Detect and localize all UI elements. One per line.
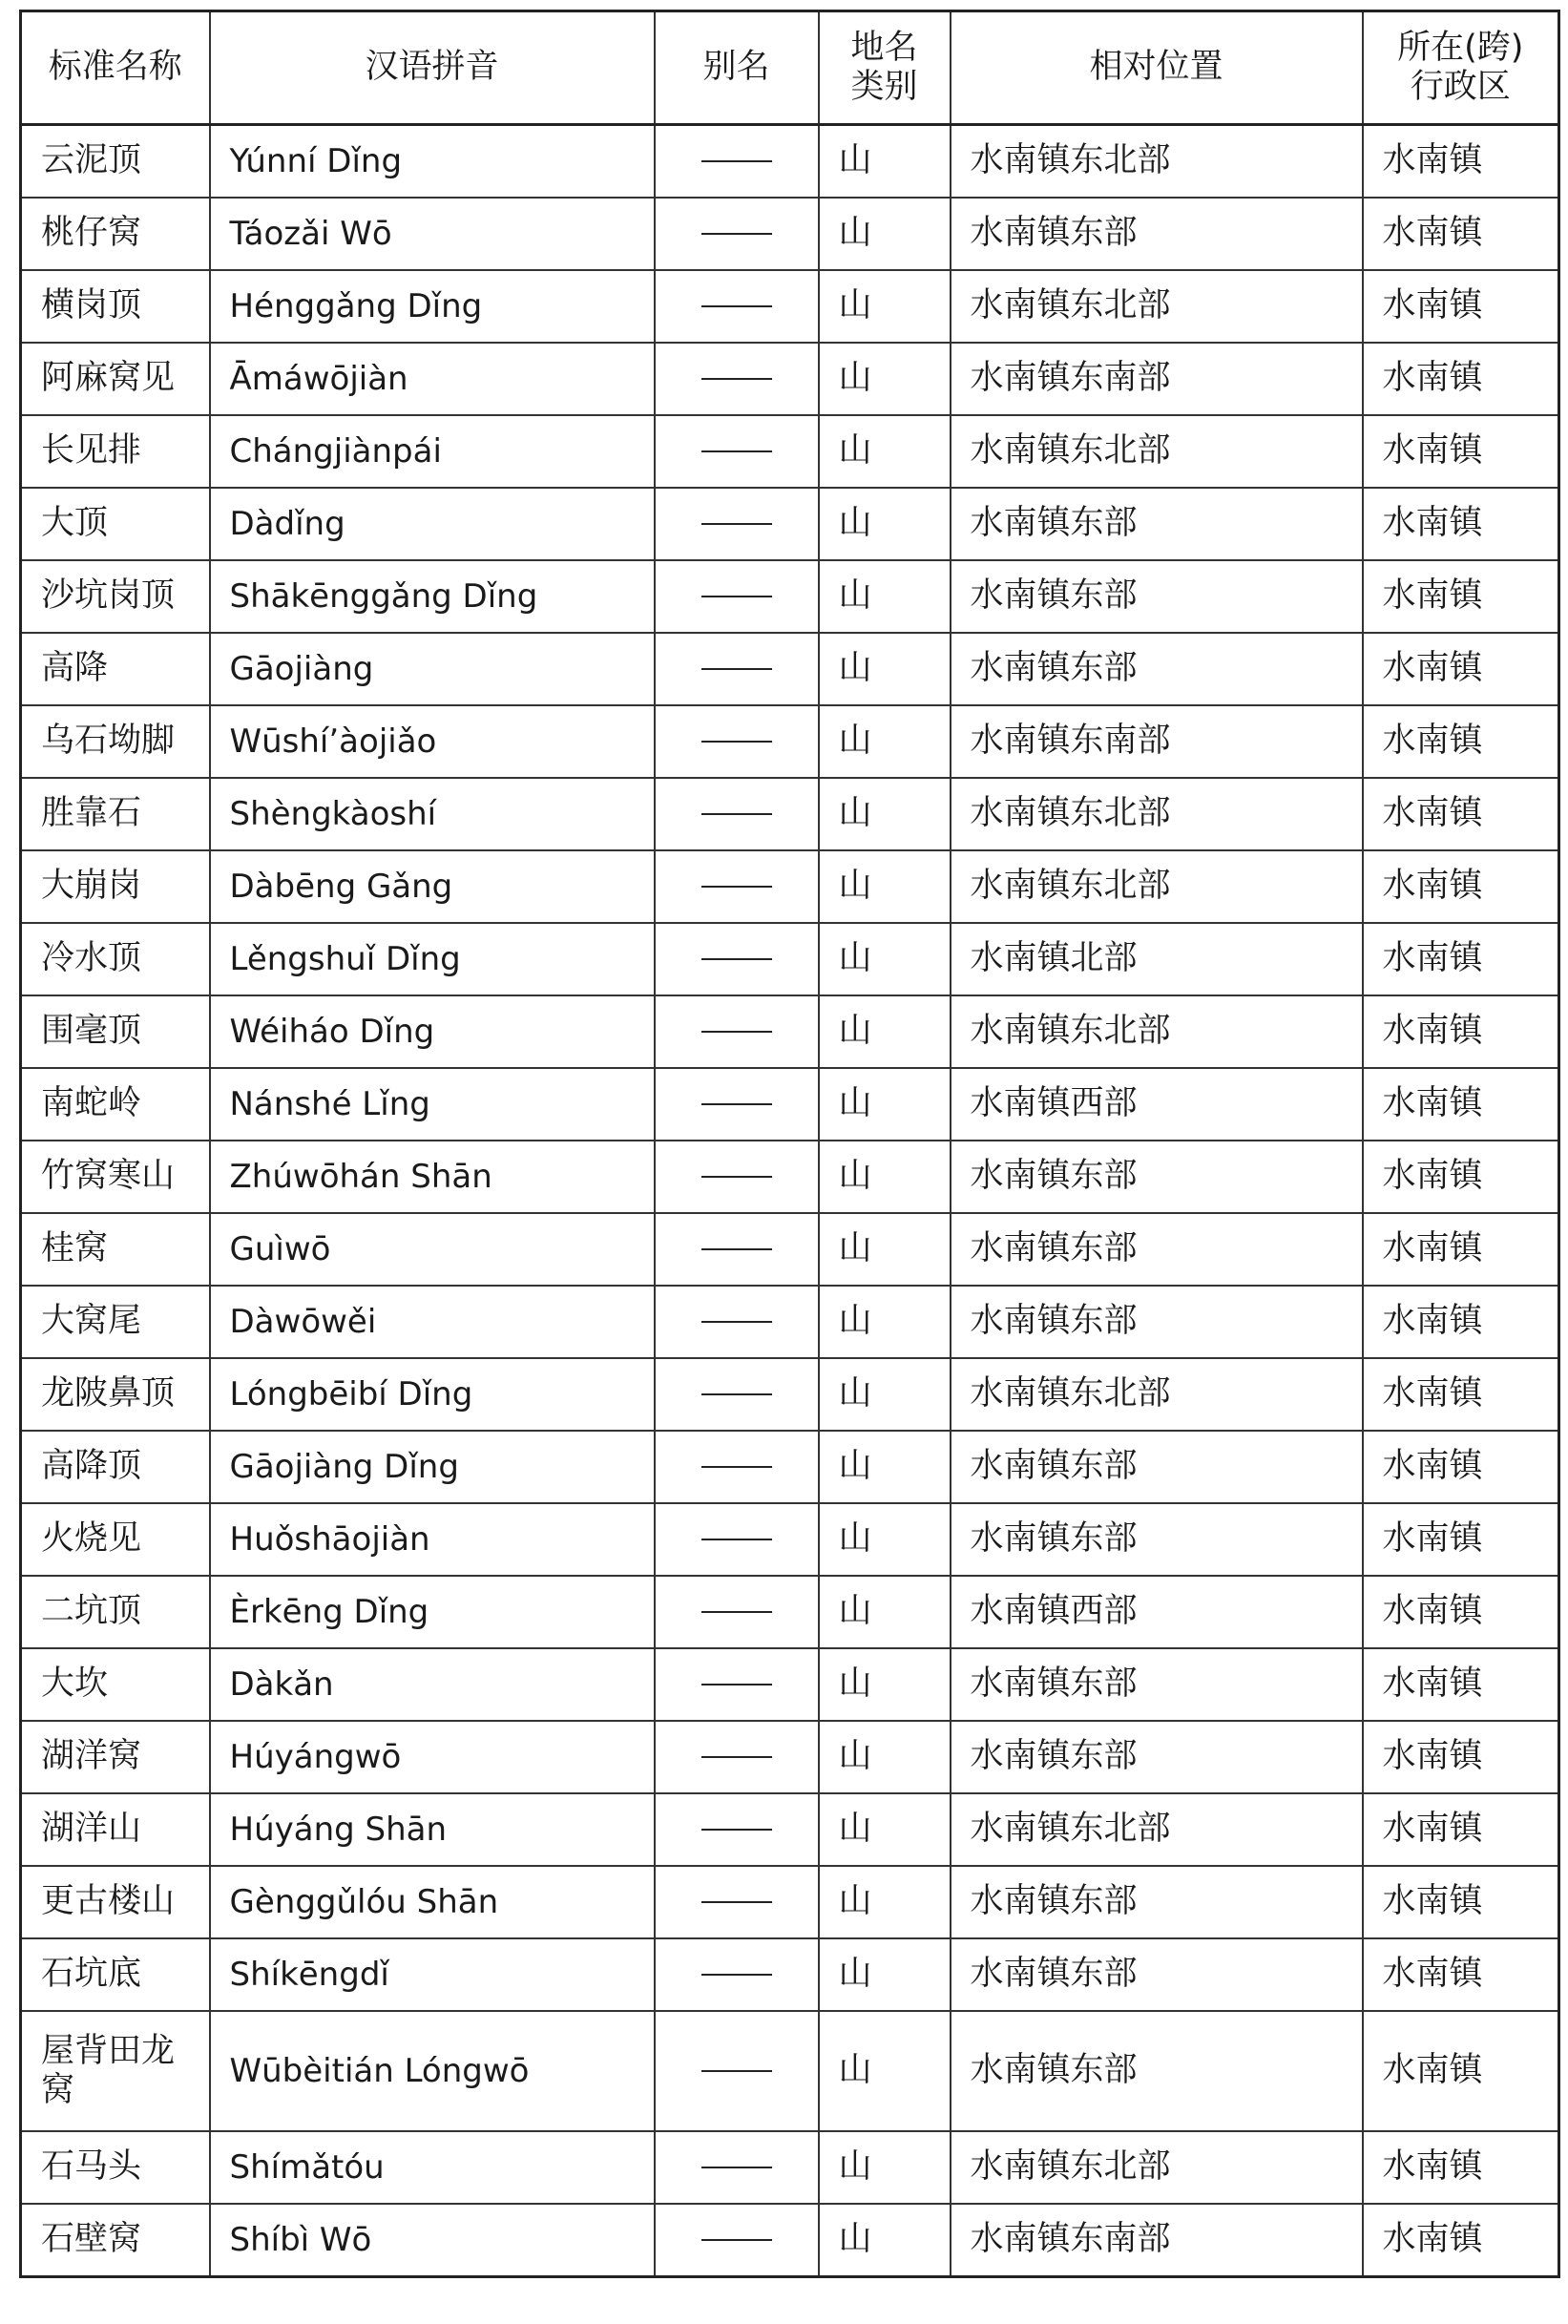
pinyin-cell: Dàwōwěi — [210, 1286, 655, 1358]
name-cell: 冷水顶 — [21, 923, 210, 995]
name-cell: 胜靠石 — [21, 778, 210, 850]
alias-cell — [655, 560, 819, 633]
name-cell: 石马头 — [21, 2131, 210, 2204]
empty-alias-dash — [701, 2070, 772, 2072]
admin-cell: 水南镇 — [1363, 995, 1559, 1068]
pinyin-cell: Shímǎtóu — [210, 2131, 655, 2204]
empty-alias-dash — [701, 886, 772, 888]
pinyin-cell: Gènggǔlóu Shān — [210, 1866, 655, 1938]
table-row — [21, 1431, 1559, 1503]
pinyin-cell: Gāojiàng Dǐng — [210, 1431, 655, 1503]
pinyin-cell: Dàkǎn — [210, 1648, 655, 1721]
admin-cell: 水南镇 — [1363, 2204, 1559, 2277]
alias-cell — [655, 270, 819, 343]
empty-alias-dash — [701, 378, 772, 380]
alias-cell — [655, 1938, 819, 2011]
header-alias: 别名 — [655, 11, 819, 125]
admin-cell: 水南镇 — [1363, 270, 1559, 343]
empty-alias-dash — [701, 1466, 772, 1468]
header-name: 标准名称 — [21, 11, 210, 125]
location-cell: 水南镇东部 — [951, 1938, 1363, 2011]
name-cell: 高降 — [21, 633, 210, 705]
pinyin-cell: Táozǎi Wō — [210, 198, 655, 270]
pinyin-cell: Lóngbēibí Dǐng — [210, 1358, 655, 1431]
name-cell: 火烧见 — [21, 1503, 210, 1576]
table-row — [21, 705, 1559, 778]
pinyin-cell: Āmáwōjiàn — [210, 343, 655, 415]
admin-cell: 水南镇 — [1363, 778, 1559, 850]
location-cell: 水南镇东北部 — [951, 850, 1363, 923]
name-cell: 竹窝寒山 — [21, 1141, 210, 1213]
alias-cell — [655, 1286, 819, 1358]
empty-alias-dash — [701, 1684, 772, 1685]
table-row — [21, 198, 1559, 270]
location-cell: 水南镇东部 — [951, 1866, 1363, 1938]
admin-cell: 水南镇 — [1363, 705, 1559, 778]
name-cell: 更古楼山 — [21, 1866, 210, 1938]
pinyin-cell: Lěngshuǐ Dǐng — [210, 923, 655, 995]
place-names-table — [19, 10, 1560, 2278]
pinyin-cell: Dàbēng Gǎng — [210, 850, 655, 923]
empty-alias-dash — [701, 233, 772, 235]
alias-cell — [655, 1068, 819, 1141]
name-cell: 二坑顶 — [21, 1576, 210, 1648]
category-cell: 山 — [819, 1358, 951, 1431]
category-cell: 山 — [819, 198, 951, 270]
alias-cell — [655, 488, 819, 560]
category-cell: 山 — [819, 1213, 951, 1286]
location-cell: 水南镇东部 — [951, 198, 1363, 270]
table-row — [21, 1286, 1559, 1358]
category-cell: 山 — [819, 1431, 951, 1503]
empty-alias-dash — [701, 523, 772, 525]
alias-cell — [655, 1141, 819, 1213]
alias-cell — [655, 850, 819, 923]
name-cell: 石壁窝 — [21, 2204, 210, 2277]
category-cell: 山 — [819, 1141, 951, 1213]
empty-alias-dash — [701, 1321, 772, 1323]
category-cell: 山 — [819, 850, 951, 923]
empty-alias-dash — [701, 596, 772, 597]
empty-alias-dash — [701, 958, 772, 960]
location-cell: 水南镇东北部 — [951, 415, 1363, 488]
location-cell: 水南镇东北部 — [951, 2131, 1363, 2204]
category-cell: 山 — [819, 1793, 951, 1866]
pinyin-cell: Chángjiànpái — [210, 415, 655, 488]
table-row — [21, 1938, 1559, 2011]
name-cell: 石坑底 — [21, 1938, 210, 2011]
empty-alias-dash — [701, 450, 772, 452]
pinyin-cell: Shākēnggǎng Dǐng — [210, 560, 655, 633]
header-admin-line1: 所在(跨) — [1397, 28, 1524, 67]
alias-cell — [655, 2131, 819, 2204]
alias-cell — [655, 1431, 819, 1503]
table-row — [21, 1068, 1559, 1141]
place-names-table-container — [19, 10, 1558, 2278]
empty-alias-dash — [701, 160, 772, 162]
table-row — [21, 2131, 1559, 2204]
header-row — [21, 11, 1559, 125]
location-cell: 水南镇东部 — [951, 1141, 1363, 1213]
name-cell: 云泥顶 — [21, 125, 210, 199]
pinyin-cell: Guìwō — [210, 1213, 655, 1286]
location-cell: 水南镇东部 — [951, 1213, 1363, 1286]
category-cell: 山 — [819, 415, 951, 488]
category-cell: 山 — [819, 1721, 951, 1793]
location-cell: 水南镇东北部 — [951, 1358, 1363, 1431]
admin-cell: 水南镇 — [1363, 850, 1559, 923]
table-row — [21, 560, 1559, 633]
pinyin-cell: Shíbì Wō — [210, 2204, 655, 2277]
location-cell: 水南镇东部 — [951, 1721, 1363, 1793]
name-cell: 横岗顶 — [21, 270, 210, 343]
alias-cell — [655, 1793, 819, 1866]
admin-cell: 水南镇 — [1363, 1068, 1559, 1141]
empty-alias-dash — [701, 1611, 772, 1613]
admin-cell: 水南镇 — [1363, 2131, 1559, 2204]
alias-cell — [655, 1648, 819, 1721]
header-pinyin: 汉语拼音 — [210, 11, 655, 125]
location-cell: 水南镇东北部 — [951, 270, 1363, 343]
name-cell: 围毫顶 — [21, 995, 210, 1068]
alias-cell — [655, 1721, 819, 1793]
name-cell: 大顶 — [21, 488, 210, 560]
pinyin-cell: Nánshé Lǐng — [210, 1068, 655, 1141]
alias-cell — [655, 2204, 819, 2277]
category-cell: 山 — [819, 633, 951, 705]
pinyin-cell: Huǒshāojiàn — [210, 1503, 655, 1576]
alias-cell — [655, 1213, 819, 1286]
empty-alias-dash — [701, 1829, 772, 1831]
category-cell: 山 — [819, 1068, 951, 1141]
empty-alias-dash — [701, 2167, 772, 2168]
table-row — [21, 415, 1559, 488]
header-category-line1: 地名 — [850, 28, 918, 67]
name-cell: 大坎 — [21, 1648, 210, 1721]
location-cell: 水南镇东北部 — [951, 125, 1363, 199]
category-cell: 山 — [819, 560, 951, 633]
location-cell: 水南镇西部 — [951, 1576, 1363, 1648]
alias-cell — [655, 923, 819, 995]
name-cell: 高降顶 — [21, 1431, 210, 1503]
location-cell: 水南镇东部 — [951, 1648, 1363, 1721]
table-row — [21, 125, 1559, 199]
location-cell: 水南镇东北部 — [951, 1793, 1363, 1866]
category-cell: 山 — [819, 1576, 951, 1648]
alias-cell — [655, 1866, 819, 1938]
category-cell: 山 — [819, 125, 951, 199]
table-row — [21, 850, 1559, 923]
admin-cell: 水南镇 — [1363, 1576, 1559, 1648]
alias-cell — [655, 1503, 819, 1576]
table-row — [21, 488, 1559, 560]
pinyin-cell: Èrkēng Dǐng — [210, 1576, 655, 1648]
admin-cell: 水南镇 — [1363, 2011, 1559, 2131]
alias-cell — [655, 198, 819, 270]
category-cell: 山 — [819, 778, 951, 850]
location-cell: 水南镇东北部 — [951, 778, 1363, 850]
empty-alias-dash — [701, 1756, 772, 1758]
name-cell: 沙坑岗顶 — [21, 560, 210, 633]
table-row — [21, 343, 1559, 415]
table-row — [21, 778, 1559, 850]
name-cell: 阿麻窝见 — [21, 343, 210, 415]
name-cell: 湖洋窝 — [21, 1721, 210, 1793]
category-cell: 山 — [819, 923, 951, 995]
admin-cell: 水南镇 — [1363, 1648, 1559, 1721]
admin-cell: 水南镇 — [1363, 1721, 1559, 1793]
category-cell: 山 — [819, 1866, 951, 1938]
location-cell: 水南镇东部 — [951, 1286, 1363, 1358]
category-cell: 山 — [819, 995, 951, 1068]
pinyin-cell: Wéiháo Dǐng — [210, 995, 655, 1068]
alias-cell — [655, 1576, 819, 1648]
table-row — [21, 1721, 1559, 1793]
table-row — [21, 1503, 1559, 1576]
alias-cell — [655, 343, 819, 415]
pinyin-cell: Shíkēngdǐ — [210, 1938, 655, 2011]
location-cell: 水南镇东北部 — [951, 995, 1363, 1068]
name-cell: 长见排 — [21, 415, 210, 488]
table-row — [21, 1213, 1559, 1286]
pinyin-cell: Wūshí’àojiǎo — [210, 705, 655, 778]
admin-cell: 水南镇 — [1363, 488, 1559, 560]
admin-cell: 水南镇 — [1363, 923, 1559, 995]
empty-alias-dash — [701, 741, 772, 743]
name-cell: 桂窝 — [21, 1213, 210, 1286]
category-cell: 山 — [819, 1938, 951, 2011]
category-cell: 山 — [819, 1648, 951, 1721]
empty-alias-dash — [701, 305, 772, 307]
location-cell: 水南镇东部 — [951, 1503, 1363, 1576]
table-row — [21, 1576, 1559, 1648]
table-row — [21, 923, 1559, 995]
empty-alias-dash — [701, 1031, 772, 1033]
pinyin-cell: Shèngkàoshí — [210, 778, 655, 850]
location-cell: 水南镇北部 — [951, 923, 1363, 995]
empty-alias-dash — [701, 1176, 772, 1178]
admin-cell: 水南镇 — [1363, 125, 1559, 199]
table-row — [21, 2011, 1559, 2131]
pinyin-cell: Húyángwō — [210, 1721, 655, 1793]
name-cell: 乌石坳脚 — [21, 705, 210, 778]
name-cell: 湖洋山 — [21, 1793, 210, 1866]
name-cell: 大崩岗 — [21, 850, 210, 923]
empty-alias-dash — [701, 1539, 772, 1540]
admin-cell: 水南镇 — [1363, 633, 1559, 705]
name-cell: 桃仔窝 — [21, 198, 210, 270]
location-cell: 水南镇东部 — [951, 633, 1363, 705]
name-cell: 龙陂鼻顶 — [21, 1358, 210, 1431]
name-cell: 屋背田龙窝 — [21, 2011, 210, 2131]
location-cell: 水南镇东南部 — [951, 705, 1363, 778]
empty-alias-dash — [701, 1901, 772, 1903]
header-category — [819, 11, 951, 125]
pinyin-cell: Gāojiàng — [210, 633, 655, 705]
table-body — [21, 125, 1559, 2277]
category-cell: 山 — [819, 705, 951, 778]
location-cell: 水南镇东部 — [951, 2011, 1363, 2131]
name-cell: 南蛇岭 — [21, 1068, 210, 1141]
table-header — [21, 11, 1559, 125]
table-row — [21, 270, 1559, 343]
admin-cell: 水南镇 — [1363, 1793, 1559, 1866]
table-row — [21, 633, 1559, 705]
table-row — [21, 1866, 1559, 1938]
header-category-line2: 类别 — [850, 68, 918, 106]
category-cell: 山 — [819, 2131, 951, 2204]
admin-cell: 水南镇 — [1363, 415, 1559, 488]
admin-cell: 水南镇 — [1363, 1286, 1559, 1358]
admin-cell: 水南镇 — [1363, 1358, 1559, 1431]
pinyin-cell: Wūbèitián Lóngwō — [210, 2011, 655, 2131]
pinyin-cell: Yúnní Dǐng — [210, 125, 655, 199]
admin-cell: 水南镇 — [1363, 343, 1559, 415]
admin-cell: 水南镇 — [1363, 1213, 1559, 1286]
location-cell: 水南镇西部 — [951, 1068, 1363, 1141]
location-cell: 水南镇东南部 — [951, 2204, 1363, 2277]
name-cell: 大窝尾 — [21, 1286, 210, 1358]
pinyin-cell: Húyáng Shān — [210, 1793, 655, 1866]
admin-cell: 水南镇 — [1363, 198, 1559, 270]
category-cell: 山 — [819, 270, 951, 343]
table-row — [21, 1648, 1559, 1721]
category-cell: 山 — [819, 1503, 951, 1576]
pinyin-cell: Hénggǎng Dǐng — [210, 270, 655, 343]
location-cell: 水南镇东部 — [951, 1431, 1363, 1503]
admin-cell: 水南镇 — [1363, 1866, 1559, 1938]
table-row — [21, 1793, 1559, 1866]
pinyin-cell: Zhúwōhán Shān — [210, 1141, 655, 1213]
alias-cell — [655, 705, 819, 778]
empty-alias-dash — [701, 668, 772, 670]
admin-cell: 水南镇 — [1363, 1431, 1559, 1503]
empty-alias-dash — [701, 1974, 772, 1976]
empty-alias-dash — [701, 813, 772, 815]
location-cell: 水南镇东部 — [951, 488, 1363, 560]
alias-cell — [655, 415, 819, 488]
category-cell: 山 — [819, 488, 951, 560]
admin-cell: 水南镇 — [1363, 1141, 1559, 1213]
alias-cell — [655, 2011, 819, 2131]
location-cell: 水南镇东南部 — [951, 343, 1363, 415]
category-cell: 山 — [819, 2011, 951, 2131]
admin-cell: 水南镇 — [1363, 1938, 1559, 2011]
header-admin — [1363, 11, 1559, 125]
table-row — [21, 1141, 1559, 1213]
empty-alias-dash — [701, 2239, 772, 2241]
pinyin-cell: Dàdǐng — [210, 488, 655, 560]
category-cell: 山 — [819, 343, 951, 415]
category-cell: 山 — [819, 1286, 951, 1358]
alias-cell — [655, 125, 819, 199]
empty-alias-dash — [701, 1393, 772, 1395]
admin-cell: 水南镇 — [1363, 1503, 1559, 1576]
admin-cell: 水南镇 — [1363, 560, 1559, 633]
table-row — [21, 995, 1559, 1068]
alias-cell — [655, 633, 819, 705]
empty-alias-dash — [701, 1103, 772, 1105]
table-row — [21, 1358, 1559, 1431]
alias-cell — [655, 995, 819, 1068]
header-location: 相对位置 — [951, 11, 1363, 125]
table-row — [21, 2204, 1559, 2277]
alias-cell — [655, 1358, 819, 1431]
category-cell: 山 — [819, 2204, 951, 2277]
location-cell: 水南镇东部 — [951, 560, 1363, 633]
header-admin-line2: 行政区 — [1410, 68, 1511, 106]
alias-cell — [655, 778, 819, 850]
empty-alias-dash — [701, 1248, 772, 1250]
